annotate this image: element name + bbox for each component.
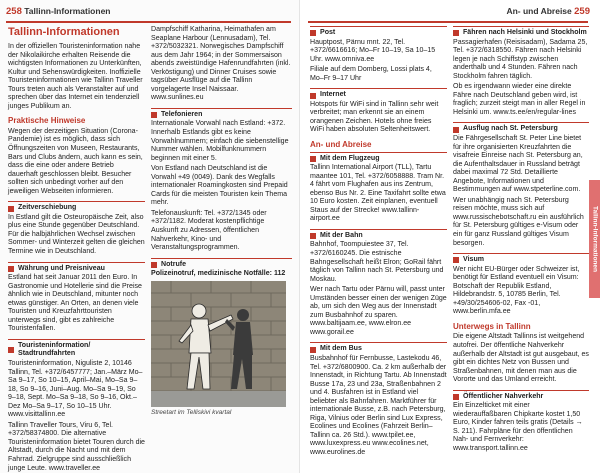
box-text: Internationale Vorwahl nach Estland: +372. Innerhalb Estlands gibt es keine Vorwahlnummern; einfach die siebenstellige Nummer wählen. Mobilfunknummern beginnen mit einer 5. [151,120,289,162]
anreise-heading: An- und Abreise [310,140,372,150]
box-title: Öffentlicher Nahverkehr [463,392,544,400]
right-page [300,0,600,473]
box-text: Ob es irgendwann wieder eine direkte Fähre nach Deutschland geben wird, ist fraglich; zurzeit steigt man in aller Regel in Helsinki um. www.ts.ee/en/regular-lines [453,83,586,116]
photo-caption: Streetart im Telliskivi kvartal [151,408,232,416]
box-text: Wer unabhängig nach St. Petersburg reisen möchte, muss sich auf www.russischebotschaft.ru ein ausführlich für St. Petersburg gültiges e-Visum oder ein für ganz Russland gültiges Visum besorgen. [453,196,584,247]
right-column-1 [310,26,447,460]
square-bullet-icon [8,206,14,212]
box-title: Mit dem Bus [320,345,362,353]
box-visum [453,253,589,317]
square-bullet-icon [453,257,459,263]
square-bullet-icon [453,127,459,133]
box-text: Tallinn International Airport (TLL), Tartu maantee 101, Tel. +372/6058888. Tram Nr. 4 fährt vom Flughafen aus ins Zentrum, ebenso Bus Nr. 2. Eine Taxifahrt sollte etwa 10 Euro kosten. Zeit einplanen, eventuell Staus auf der Strecke! www.tallinn-airport.ee [310,164,446,223]
hinweise-text: Wegen der derzeitigen Situation (Corona-Pandemie) ist es möglich, dass sich Öffnungszeiten von Museen, Restaurants, Bars und Clubs ändern, auch kann es sein, dass die eine oder andere Betrieb dauerhaft geschlossen bleibt. Besucher sollten sich unbedingt vorher auf den jeweiligen Webseiten informieren. [8,127,143,195]
right-running-head: An- und Abreise [506,6,572,16]
box-faehren [453,26,589,117]
box-flugzeug [310,152,447,224]
square-bullet-icon [8,266,14,272]
box-title: Mit dem Flugzeug [320,154,380,162]
box-st-petersburg [453,122,589,248]
katharina-text: Dampfschiff Katharina, Heimathafen am Seaplane Harbour (Lennusadam), Tel. +372/5032321. Norwegisches Dampfschiff aus dem Jahr 1964; in der Sommersaison abends zweistündige Hafenrundfahrten (inkl. Verköstigung) und Dinner Cruises sowie tagsüber Ausflüge auf die Tallinn vorgelagerte Insel Naissaar. www.sunlines.eu [151,26,291,102]
square-bullet-icon [310,156,316,162]
square-bullet-icon [310,93,316,99]
box-title: Visum [463,256,485,264]
square-bullet-icon [310,233,316,239]
box-text: Busbahnhof für Fernbusse, Lastekodu 46, Tel. +372/6800900. Ca. 2 km außerhalb der Innenstadt, in Richtung Tartu. Ab Innenstadt Busse 17a, 23 und 23a, Straßenbahnen 2 und 4. Busfahren ist in Estland viel beliebter als Bahnfahren. Marktführer für internationale Busse, z.B. nach Petersburg, Riga, Vilnius oder Berlin sind Lux Express, Ecolines und Ecolines (Fahrzeit Berlin–Tallinn ca. 26 Std.). www.tpilet.ee, www.luxexpress.eu www.ecolines.net, www.eurolines.de [310,355,447,457]
side-thumb-tab [589,180,600,298]
page-title: Tallinn-Informationen [8,26,120,38]
box-internet [310,88,447,135]
box-title: Notrufe [161,260,187,268]
box-text: Hauptpost, Pärnu mnt. 22, Tel. +372/6616616; Mo–Fr 10–19, Sa 10–15 Uhr. www.omniva.ee [310,38,436,63]
left-column-1 [8,26,145,473]
box-text: Touristeninformation, Niguliste 2, 10146 Tallinn, Tel. +372/6457777; Jan.–März Mo–Sa 9–17, So 10–15, April–Mai, Mo–Sa 9–18, So 9–16, Juni–Aug. Mo–Sa 9–19, So 9–18, Sept. Mo–Sa 9–18, So 9–16, Okt.–Dez Mo–Sa 9–17, So 10–15 Uhr. www.visittallinn.ee [8,360,143,419]
box-title: Fähren nach Helsinki und Stockholm [463,29,587,36]
box-text: Die Fährgesellschaft St. Peter Line bietet für ihre organisierten Kreuzfahrten die visafreie Einreise nach St. Petersburg an, die Aufenthaltsdauer in Russland beträgt dabei maximal 72 Std. Detaillierte Angebote, Informationen und Bestimmungen auf www.stpeterline.com. [453,135,583,194]
square-bullet-icon [151,262,157,268]
box-title: Ausflug nach St. Petersburg [463,125,558,133]
box-title: Mit der Bahn [320,231,363,239]
box-text: Telefonauskunft: Tel. +372/1345 oder +372/1182. Moderat kostenpflichtige Auskunft zu Adressen, öffentlichen Nahverkehr, Kino- und Veranstaltungsprogrammen. [151,209,267,252]
left-page-number: 258 [6,6,22,17]
box-title: Touristeninformation/ Stadtrundfahrten [18,341,91,358]
box-notrufe [151,258,292,279]
square-bullet-icon [151,112,157,118]
square-bullet-icon [310,347,316,353]
unterwegs-heading: Unterwegs in Tallinn [453,321,531,331]
box-text: Von Estland nach Deutschland ist die Vorwahl +49 (0049). Dank des Wegfalls internationaler Roamingkosten sind Prepaid Cards für die meisten Touristen kein Thema mehr. [151,165,288,207]
box-nahverkehr [453,390,589,454]
box-text: Hotspots für WiFi sind in Tallinn sehr weit verbreitet; man erkennt sie an einem orangenen Zeichen. Hotels ohne freies WiFi haben absoluten Seltenheitswert. [310,100,439,134]
box-text: Ein Einzelticket mit einer wiederauffaßbaren Chipkarte kostet 1,50 Euro, Kinder fahren teils gratis (Details → S. 211). Fahrpläne für den öffentlichen Nah- und Fernverkehr: www.transport.tallinn.ee [453,402,583,453]
box-title: Internet [320,91,346,99]
box-text: Bahnhof, Toompuiestee 37, Tel. +372/6160245. Die estnische Bahngesellschaft heißt Elron; GoRail fährt täglich von Tallinn nach St. Petersburg und Moskau. [310,241,444,283]
unterwegs-text: Die eigene Altstadt Tallinns ist weitgehend autofrei. Der öffentliche Nahverkehr außerhalb der Altstadt ist gut ausgebaut, es gibt ein dichtes Netz von Bussen und Straßenbahnen, mit denen man aus die Vororte und das Umland erreicht. [453,333,589,384]
box-text: Wer nicht EU-Bürger oder Schweizer ist, benötigt für Estland eventuell ein Visum: Botschaft der Republik Estland, Hildebrandstr. 5, 10785 Berlin, Tel. +49/30/254606-02, Fax -01, www.berlin.mfa.ee [453,265,580,316]
box-bahn [310,229,447,338]
right-header-rule [308,21,588,23]
left-running-head: Tallinn-Informationen [24,6,111,16]
box-telefonieren [151,108,292,253]
intro-text: In der offiziellen Touristeninformation nahe der Nikolaikirche erhalten Reisende die wichtigsten Informationen zu Unterkünften, Kultur und Sehenswürdigkeiten. Inoffizielle Touristeninformationen wie Tallinn Traveller Tours treten auch als Veranstalter auf und sprechen über das Internet ein tendenziell junges Publikum an. [8,43,143,110]
streetart-image [151,281,286,407]
box-text: Wer nach Tartu oder Pärnu will, passt unter Umständen besser einen der wenigen Züge ab, um sich den Weg aus der Innenstadt zum Busbahnhof zu sparen. www.baltijaam.ee, www.elron.ee www.gorail.ee [310,286,447,336]
right-column-2 [453,26,589,456]
box-text: Polizeinotruf, medizinische Notfälle: 112 [151,270,286,278]
left-header-rule [6,21,291,23]
square-bullet-icon [310,30,316,36]
box-waehrung [8,262,145,334]
square-bullet-icon [453,30,459,36]
box-post [310,26,447,83]
square-bullet-icon [8,347,14,353]
left-column-2 [151,26,292,417]
box-text: Filiale auf dem Domberg, Lossi plats 4, Mo–Fr 9–17 Uhr [310,66,432,82]
box-title: Post [320,29,336,36]
box-touristeninformation [8,339,145,473]
box-title: Währung und Preisniveau [18,264,105,272]
box-text: Estland hat seit Januar 2011 den Euro. In Gastronomie und Hotellerie sind die Preise ähnlich wie in Deutschland, mitunter noch etwas günstiger. An Orten, an denen viele Touristen und Kreuzfahrttouristen unterwegs sind, gibt es zahlreiche Touristenfallen. [8,274,142,333]
right-header [506,6,590,20]
streetart-photo [151,281,286,407]
box-text: Tallinn Traveller Tours, Viru 6, Tel. +372/58374800. Die alternative Touristeninformation bietet Touren durch die Altstadt, durch die Nacht und mit dem Fahrrad. Zielgruppe sind ausschließlich junge Leute. www.traveller.ee [8,421,145,472]
hinweise-heading: Praktische Hinweise [8,116,86,126]
box-title: Telefonieren [161,110,203,118]
right-page-number: 259 [574,6,590,17]
square-bullet-icon [453,394,459,400]
box-zeitverschiebung [8,201,145,256]
box-text: Passagierhafen (Reisisadam), Sadama 25, Tel. +372/6318550. Fähren nach Helsinki legen je nach Schiffstyp zwischen anderthalb und 4 Stunden. Fähren nach Stockholm fahren täglich. [453,38,588,80]
box-bus [310,342,447,457]
left-header [6,6,111,20]
box-title: Zeitverschiebung [18,204,77,212]
box-text: In Estland gilt die Osteuropäische Zeit, also plus eine Stunde gegenüber Deutschland. Für die halbjährlichen Wechsel zwischen Sommer- und Winterzeit gelten die gleichen Termine wie in Deutschland. [8,213,145,255]
side-tab-label: Tallinn-Informationen [591,206,598,272]
